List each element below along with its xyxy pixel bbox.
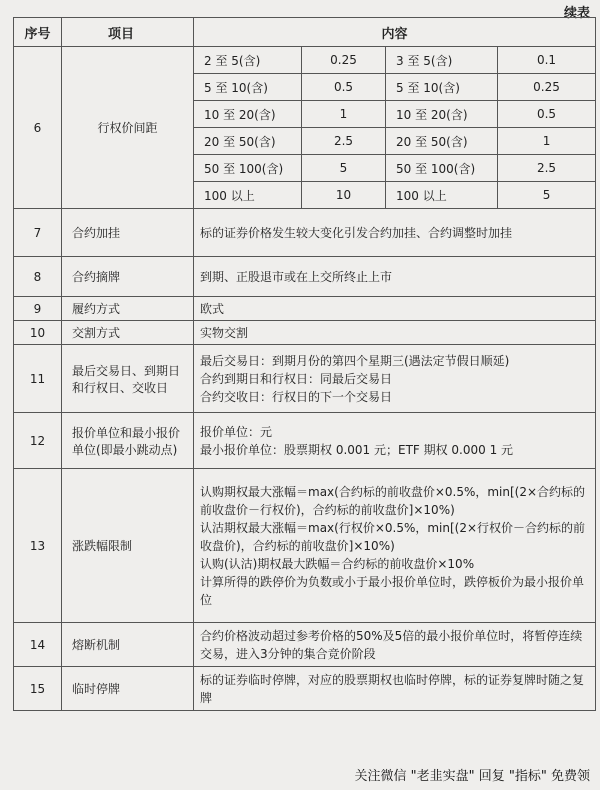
row-num: 7	[14, 209, 62, 257]
row-num: 12	[14, 413, 62, 469]
header-num: 序号	[14, 18, 62, 47]
row-content	[194, 257, 596, 297]
row-content	[194, 209, 596, 257]
row-item: 涨跌幅限制	[62, 469, 194, 623]
row-item: 合约摘牌	[62, 257, 194, 297]
content-line: 认购期权最大涨幅＝max(合约标的前收盘价×0.5%，min[(2×合约标的前收盘价－行权价)，合约标的前收盘价]×10%)	[200, 484, 586, 517]
strike-interval: 0.5	[498, 101, 596, 128]
row-item: 行权价间距	[62, 47, 194, 209]
price-range: 5 至 10(含)	[194, 74, 302, 101]
row-content	[194, 345, 596, 413]
row-content	[194, 469, 596, 623]
price-range: 100 以上	[386, 182, 498, 209]
content-line: 认沽期权最大涨幅＝max(行权价×0.5%，min[(2×行权价－合约标的前收盘价)，合约标的前收盘价]×10%)	[200, 520, 586, 553]
row-num: 9	[14, 297, 62, 321]
strike-interval: 0.25	[302, 47, 386, 74]
table-row	[14, 321, 596, 345]
strike-interval: 0.25	[498, 74, 596, 101]
row-item: 履约方式	[62, 297, 194, 321]
header-row	[14, 18, 596, 47]
strike-interval: 1	[498, 128, 596, 155]
content-line: 合约到期日和行权日：同最后交易日	[200, 371, 393, 386]
table-row	[14, 667, 596, 711]
header-content: 内容	[194, 18, 596, 47]
row-item: 交割方式	[62, 321, 194, 345]
table-row	[14, 297, 596, 321]
price-range: 10 至 20(含)	[194, 101, 302, 128]
table-row	[14, 257, 596, 297]
strike-interval: 10	[302, 182, 386, 209]
row-num: 6	[14, 47, 62, 209]
watermark-text: 关注微信 "老韭实盘" 回复 "指标" 免费领	[354, 769, 590, 784]
row-item: 临时停牌	[62, 667, 194, 711]
content-line: 欧式	[200, 301, 225, 316]
content-line: 最小报价单位：股票期权 0.001 元；ETF 期权 0.000 1 元	[200, 442, 514, 457]
row-num: 15	[14, 667, 62, 711]
row-num: 11	[14, 345, 62, 413]
row-num: 13	[14, 469, 62, 623]
strike-interval: 2.5	[302, 128, 386, 155]
price-range: 5 至 10(含)	[386, 74, 498, 101]
content-line: 合约价格波动超过参考价格的50%及5倍的最小报价单位时，将暂停连续交易，进入3分钟的集合竞价阶段	[200, 628, 583, 661]
option-contract-table	[13, 17, 596, 711]
row-content	[194, 321, 596, 345]
content-line: 标的证券价格发生较大变化引发合约加挂、合约调整时加挂	[200, 225, 513, 240]
price-range: 10 至 20(含)	[386, 101, 498, 128]
content-line: 报价单位：元	[200, 424, 273, 439]
strike-interval-row	[14, 47, 596, 74]
row-item: 熔断机制	[62, 623, 194, 667]
price-range: 20 至 50(含)	[194, 128, 302, 155]
content-line: 合约交收日：行权日的下一个交易日	[200, 389, 393, 404]
price-range: 50 至 100(含)	[194, 155, 302, 182]
row-item: 合约加挂	[62, 209, 194, 257]
row-num: 14	[14, 623, 62, 667]
row-item: 报价单位和最小报价单位(即最小跳动点)	[62, 413, 194, 469]
content-line: 认购(认沽)期权最大跌幅＝合约标的前收盘价×10%	[200, 556, 475, 571]
strike-interval: 5	[302, 155, 386, 182]
price-range: 20 至 50(含)	[386, 128, 498, 155]
table-row	[14, 413, 596, 469]
strike-interval: 5	[498, 182, 596, 209]
strike-interval: 2.5	[498, 155, 596, 182]
strike-interval: 0.5	[302, 74, 386, 101]
price-range: 50 至 100(含)	[386, 155, 498, 182]
row-num: 8	[14, 257, 62, 297]
content-line: 最后交易日：到期月份的第四个星期三(遇法定节假日顺延)	[200, 353, 510, 368]
price-range: 2 至 5(含)	[194, 47, 302, 74]
row-content	[194, 623, 596, 667]
strike-interval: 0.1	[498, 47, 596, 74]
content-line: 标的证券临时停牌，对应的股票期权也临时停牌，标的证券复牌时随之复牌	[200, 672, 585, 705]
row-num: 10	[14, 321, 62, 345]
table-row	[14, 209, 596, 257]
header-item: 项目	[62, 18, 194, 47]
price-range: 100 以上	[194, 182, 302, 209]
content-line: 计算所得的跌停价为负数或小于最小报价单位时，跌停板价为最小报价单位	[200, 574, 585, 607]
content-line: 实物交割	[200, 325, 249, 340]
price-range: 3 至 5(含)	[386, 47, 498, 74]
table-row	[14, 469, 596, 623]
row-content	[194, 413, 596, 469]
table-row	[14, 623, 596, 667]
row-content	[194, 667, 596, 711]
row-content	[194, 297, 596, 321]
continued-label: 续表	[563, 6, 590, 21]
table-row	[14, 345, 596, 413]
content-line: 到期、正股退市或在上交所终止上市	[200, 269, 393, 284]
row-item: 最后交易日、到期日和行权日、交收日	[62, 345, 194, 413]
strike-interval: 1	[302, 101, 386, 128]
